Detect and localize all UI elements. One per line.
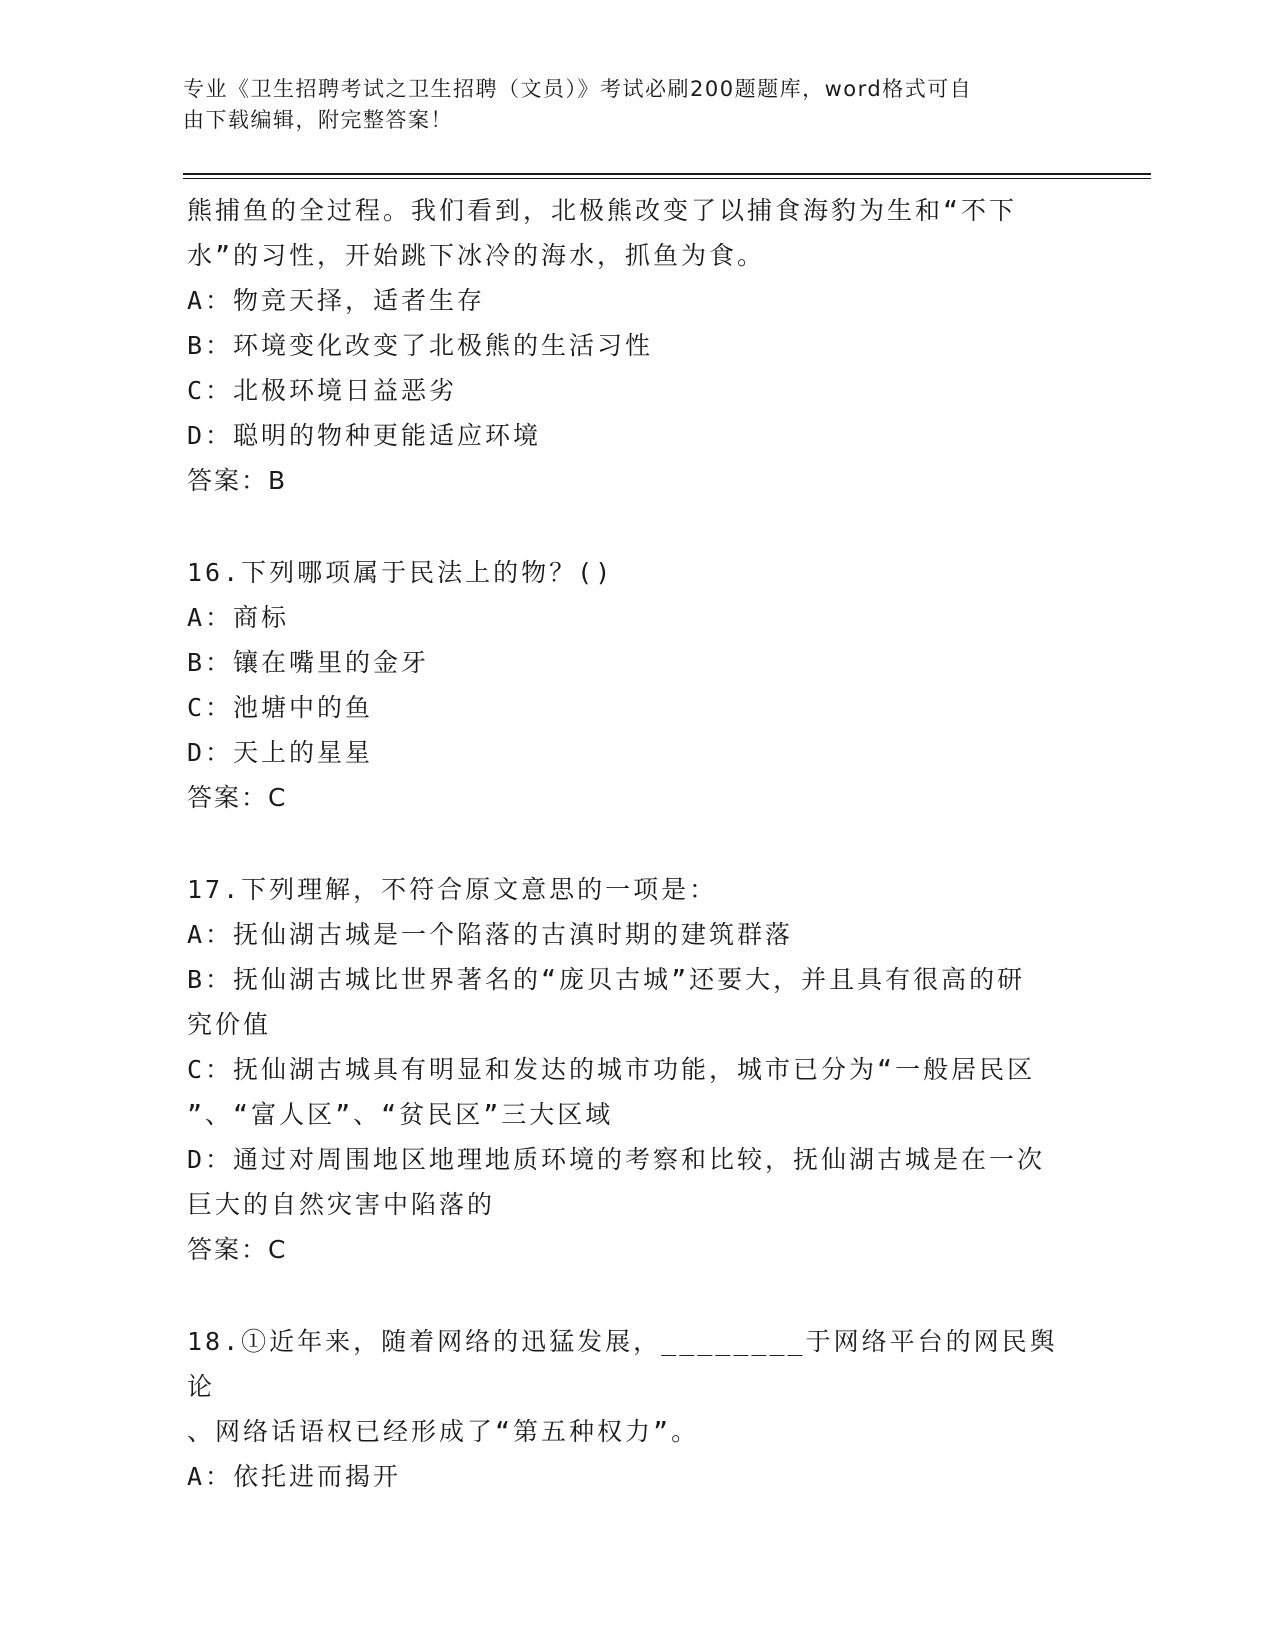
header-rule-thin: [183, 178, 1151, 179]
question-stem-line: 熊捕鱼的全过程。我们看到，北极熊改变了以捕食海豹为生和“不下: [187, 196, 1018, 225]
question-stem-line: 、网络话语权已经形成了“第五种权力”。: [187, 1417, 700, 1446]
option-c-continued: ”、“富人区”、“贫民区”三大区域: [187, 1100, 614, 1129]
spacer: [187, 820, 1067, 867]
option-d: D：天上的星星: [187, 738, 374, 767]
question-stem-line: 水”的习性，开始跳下冰冷的海水，抓鱼为食。: [187, 241, 766, 270]
document-header: [183, 74, 1063, 136]
option-b-continued: 究价值: [187, 1010, 272, 1039]
question-stem-line: 18.①近年来，随着网络的迅猛发展，________于网络平台的网民舆论: [187, 1327, 1058, 1401]
header-line-2: 由下载编辑，附完整答案！: [183, 108, 453, 132]
header-line-1: 专业《卫生招聘考试之卫生招聘（文员）》考试必刷200题题库，word格式可自: [183, 77, 973, 101]
option-c: C：抚仙湖古城具有明显和发达的城市功能，城市已分为“一般居民区: [187, 1055, 1036, 1084]
question-stem: 17.下列理解，不符合原文意思的一项是：: [187, 875, 718, 904]
question-stem: 16.下列哪项属于民法上的物？(): [187, 558, 614, 587]
option-a: A：抚仙湖古城是一个陷落的古滇时期的建筑群落: [187, 920, 794, 949]
question-15: [187, 188, 1067, 503]
header-rule-thick: [183, 173, 1151, 175]
answer-line: 答案：C: [187, 1235, 288, 1264]
question-17: [187, 867, 1067, 1272]
option-a: A：商标: [187, 603, 290, 632]
option-b: B：镶在嘴里的金牙: [187, 648, 430, 677]
option-c: C：池塘中的鱼: [187, 693, 374, 722]
question-content: [187, 188, 1067, 1499]
option-d: D：聪明的物种更能适应环境: [187, 421, 542, 450]
option-a: A：物竞天择，适者生存: [187, 286, 486, 315]
answer-line: 答案：C: [187, 783, 288, 812]
spacer: [187, 503, 1067, 550]
option-b: B：抚仙湖古城比世界著名的“庞贝古城”还要大，并且具有很高的研: [187, 965, 1026, 994]
question-16: [187, 550, 1067, 820]
option-d: D：通过对周围地区地理地质环境的考察和比较，抚仙湖古城是在一次: [187, 1145, 1046, 1174]
answer-line: 答案：B: [187, 466, 288, 495]
option-b: B：环境变化改变了北极熊的生活习性: [187, 331, 654, 360]
question-18: [187, 1319, 1067, 1499]
spacer: [187, 1272, 1067, 1319]
option-a: A：依托进而揭开: [187, 1462, 402, 1491]
option-d-continued: 巨大的自然灾害中陷落的: [187, 1190, 496, 1219]
option-c: C：北极环境日益恶劣: [187, 376, 458, 405]
